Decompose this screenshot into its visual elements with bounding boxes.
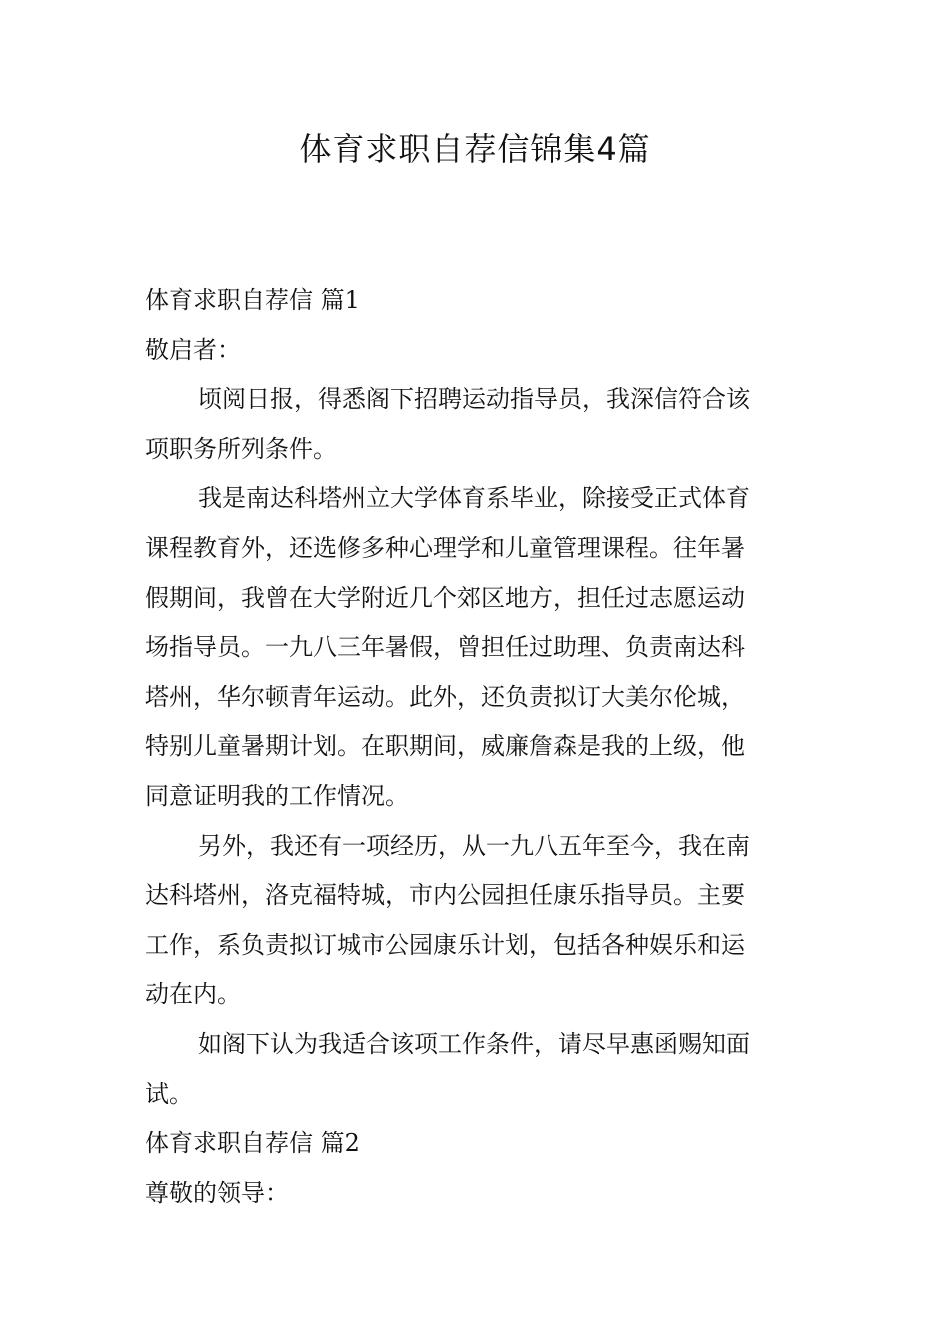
paragraph-line: 顷阅日报，得悉阁下招聘运动指导员，我深信符合该	[198, 385, 750, 414]
paragraph-3	[145, 822, 805, 1020]
paragraph-line: 动在内。	[145, 980, 241, 1009]
paragraph-line: 特别儿童暑期计划。在职期间，威廉詹森是我的上级，他	[145, 732, 745, 761]
paragraph-line: 场指导员。一九八三年暑假，曾担任过助理、负责南达科	[145, 633, 745, 662]
paragraph-line: 另外，我还有一项经历，从一九八五年至今，我在南	[198, 831, 750, 860]
document-body	[145, 276, 805, 1218]
salutation-2: 尊敬的领导：	[145, 1178, 289, 1207]
paragraph-4	[145, 1020, 805, 1119]
paragraph-1	[145, 375, 805, 474]
paragraph-line: 塔州，华尔顿青年运动。此外，还负责拟订大美尔伦城，	[145, 682, 745, 711]
salutation-1: 敬启者：	[145, 335, 241, 364]
paragraph-line: 工作，系负责拟订城市公园康乐计划，包括各种娱乐和运	[145, 930, 745, 959]
section-heading-1: 体育求职自荐信 篇1	[145, 286, 360, 314]
document-title: 体育求职自荐信锦集4篇	[299, 130, 651, 168]
paragraph-line: 达科塔州，洛克福特城，市内公园担任康乐指导员。主要	[145, 881, 745, 910]
paragraph-line: 假期间，我曾在大学附近几个郊区地方，担任过志愿运动	[145, 583, 745, 612]
paragraph-2	[145, 474, 805, 821]
paragraph-line: 项职务所列条件。	[145, 434, 337, 463]
paragraph-line: 如阁下认为我适合该项工作条件，请尽早惠函赐知面	[198, 1029, 750, 1058]
paragraph-line: 我是南达科塔州立大学体育系毕业，除接受正式体育	[198, 484, 750, 513]
paragraph-line: 同意证明我的工作情况。	[145, 781, 409, 810]
paragraph-line: 课程教育外，还选修多种心理学和儿童管理课程。往年暑	[145, 533, 745, 562]
section-heading-2: 体育求职自荐信 篇2	[145, 1129, 360, 1158]
paragraph-line: 试。	[145, 1079, 193, 1108]
